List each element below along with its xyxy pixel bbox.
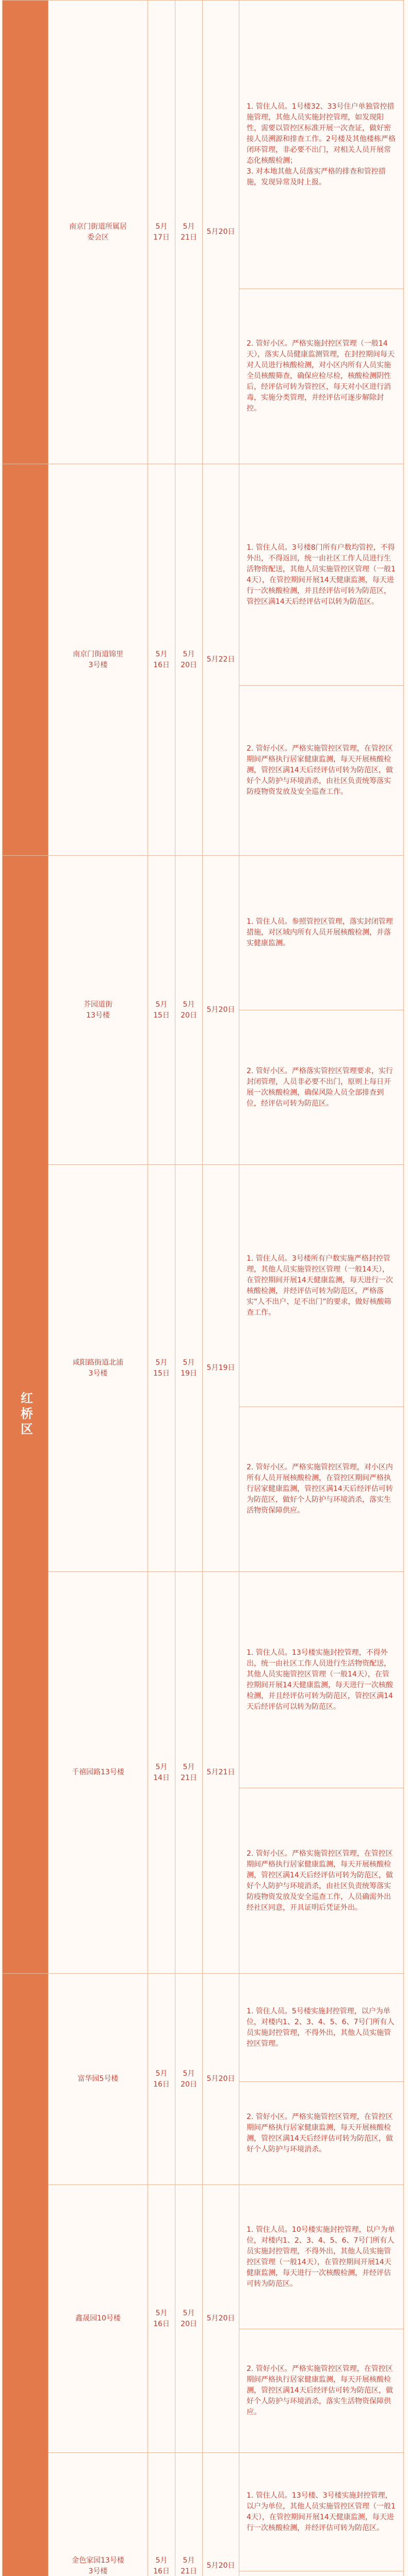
date-mid: 5月 20日 xyxy=(175,1974,203,2185)
table-row xyxy=(3,1,404,289)
district-label xyxy=(3,856,48,1974)
date-end: 5月20日 xyxy=(203,1,239,464)
date-end: 5月19日 xyxy=(203,1165,239,1572)
date-mid: 5月 20日 xyxy=(175,464,203,856)
rule-text: 2. 管好小区。严格实施管控区管理，在管控区期间严格执行居家健康监测，每天开展核酸检测，管控区满14天后经评估可转为防范区，做好个人防护与环境消杀。 xyxy=(239,2082,404,2185)
date-start: 5月 17日 xyxy=(148,1,175,464)
community-name: 咸阳路街道北浦 3号楼 xyxy=(48,1165,148,1572)
community-name: 千禧园路13号楼 xyxy=(48,1572,148,1974)
date-end: 5月21日 xyxy=(203,1572,239,1974)
date-start: 5月 15日 xyxy=(148,1165,175,1572)
community-name: 南京门街道所属居 委会区 xyxy=(48,1,148,464)
community-name: 南京门街道锦里 3号楼 xyxy=(48,464,148,856)
rule-text: 1. 管住人员。13号楼、3号楼实施封控管理，以户为单位，其他人员实施管控区管理（一般14天），在管控期间开展14天健康监测，每天进行一次核酸检测，并经评估可转为防范区。 xyxy=(239,2453,404,2571)
rule-text: 1. 管住人员。1号楼32、33号住户单独管控措施管理，其他人员实施封控管理，如发现阳性，需要以管控区标准开展一次查证，做好密接人员溯源和排查工作。2号楼及其他楼栋严格闭环管理，非必要不出门，对相关人员开展常态化核酸检测； 3. 对本地其他人员落实严格的排查和管控措施，发现异常及时上报。 xyxy=(239,1,404,289)
rule-text: 1. 管住人员。5号楼实施封控管理，以户为单位，对楼内1、2、3、4、5、6、7号门所有人员实施封控管理，不得外出，其他人员实施管控区管理。 xyxy=(239,1974,404,2082)
community-name: 芥园道街 13号楼 xyxy=(48,856,148,1165)
rule-text: 2. 管好小区。严格实施管控区管理，在管控区期间严格执行居家健康监测，每天开展核酸检测，管控区满14天后经评估可转为防范区，做好个人防护与环境消杀，由社区负责统筹落实防疫物资发放及安全巡查工作，人员确需外出经社区同意，开具证明后凭证外出。 xyxy=(239,1788,404,1974)
date-end: 5月22日 xyxy=(203,464,239,856)
rule-text: 1. 管住人员。10号楼实施封控管理，以户为单位，对楼内1、2、3、4、5、6、7号门所有人员实施封控管理，不得外出，其他人员实施管控区管理（一般14天），在管控期间开展14天健康监测，每天进行一次核酸检测，并经评估可转为防范区。 xyxy=(239,2185,404,2329)
date-start: 5月 14日 xyxy=(148,1572,175,1974)
community-name: 富华园5号楼 xyxy=(48,1974,148,2185)
district-cell xyxy=(3,464,48,856)
rule-text xyxy=(239,2571,404,2576)
date-mid: 5月 21日 xyxy=(175,1572,203,1974)
date-start: 5月 16日 xyxy=(148,2453,175,2576)
rule-text: 1. 管住人员。3号楼8门所有户数均管控，不得外出，不得返回，统一由社区工作人员进行生活物资配送，其他人员实施管控区管理（一般14天），在管控期间开展14天健康监测，每天进行一次核酸检测，并且经评估可转为防范区，管控区满14天后经评估可以转为防范区。 xyxy=(239,464,404,686)
date-mid: 5月 20日 xyxy=(175,856,203,1165)
rule-text: 1. 管住人员。3号楼所有户数实施严格封控管理，其他人员实施管控区管理（一般14天），在管控期间开展14天健康监测，每天进行一次核酸检测，并经评估可转为防范区，严格落实“人不出户、足不出门”的要求，做好核酸筛查工作。 xyxy=(239,1165,404,1407)
date-start: 5月 15日 xyxy=(148,856,175,1165)
rule-text: 2. 管好小区。严格实施封控区管理（一般14天），落实人员健康监测管理，在封控期间每天对人员进行核酸检测，对小区内所有人员实施全员核酸筛查，确保应检尽检，核酸检测阴性后，经评估可转为管控区，每天对小区进行消毒，实施分类管理，并经评估可逐步解除封控。 xyxy=(239,289,404,464)
date-mid: 5月 21日 xyxy=(175,2453,203,2576)
rule-text: 1. 管住人员。参照管控区管理，落实封闭管理措施，对区域内所有人员开展核酸检测，并落实健康监测。 xyxy=(239,856,404,1010)
table-row xyxy=(3,2453,404,2571)
rule-text: 1. 管住人员。13号楼实施封控管理，不得外出，统一由社区工作人员进行生活物资配送，其他人员实施管控区管理（一般14天），在管控期间开展14天健康监测，每天进行一次核酸检测，并且经评估可转为防范区，管控区满14天后经评估可以转为防范区。 xyxy=(239,1572,404,1788)
district-name: 红桥区 xyxy=(18,1391,33,1438)
date-end: 5月20日 xyxy=(203,2453,239,2576)
table-row xyxy=(3,1572,404,1788)
date-end: 5月20日 xyxy=(203,856,239,1165)
date-mid: 5月 20日 xyxy=(175,2185,203,2453)
table-row xyxy=(3,1165,404,1407)
date-start: 5月 16日 xyxy=(148,464,175,856)
date-start: 5月 16日 xyxy=(148,1974,175,2185)
table-row xyxy=(3,1974,404,2082)
community-name: 金色家园13号楼 3号楼 xyxy=(48,2453,148,2576)
rule-text: 2. 管好小区。严格实施管控区管理，对小区内所有人员开展核酸检测，在管控区期间严格执行居家健康监测，管控区满14天后经评估可转为防范区，做好个人防护与环境消杀，落实生活物资保障供应。 xyxy=(239,1407,404,1572)
date-end: 5月20日 xyxy=(203,2185,239,2453)
date-start: 5月 16日 xyxy=(148,2185,175,2453)
date-mid: 5月 19日 xyxy=(175,1165,203,1572)
table-row xyxy=(3,464,404,686)
rule-text: 2. 管好小区。严格落实管控区管理要求，实行封闭管理，人员非必要不出门，原则上每日开展一次核酸检测，确保风险人员全部排查到位，经评估可转为防范区。 xyxy=(239,1010,404,1165)
control-area-table xyxy=(2,0,404,2576)
date-mid: 5月 21日 xyxy=(175,1,203,464)
table-row xyxy=(3,856,404,1010)
district-label xyxy=(3,1974,48,2576)
rule-text: 2. 管好小区。严格实施管控区管理，在管控区期间严格执行居家健康监测，每天开展核酸检测，管控区满14天后经评估可转为防范区，做好个人防护与环境消杀，落实生活物资保障供应。 xyxy=(239,2329,404,2453)
table-row xyxy=(3,2185,404,2329)
date-end: 5月20日 xyxy=(203,1974,239,2185)
district-cell xyxy=(3,1,48,464)
community-name: 鑫晟园10号楼 xyxy=(48,2185,148,2453)
rule-text: 2. 管好小区。严格实施管控区管理，在管控区期间严格执行居家健康监测，每天开展核酸检测，管控区满14天后经评估可转为防范区，做好个人防护与环境消杀，由社区负责统筹落实防疫物资发放及安全巡查工作。 xyxy=(239,686,404,856)
